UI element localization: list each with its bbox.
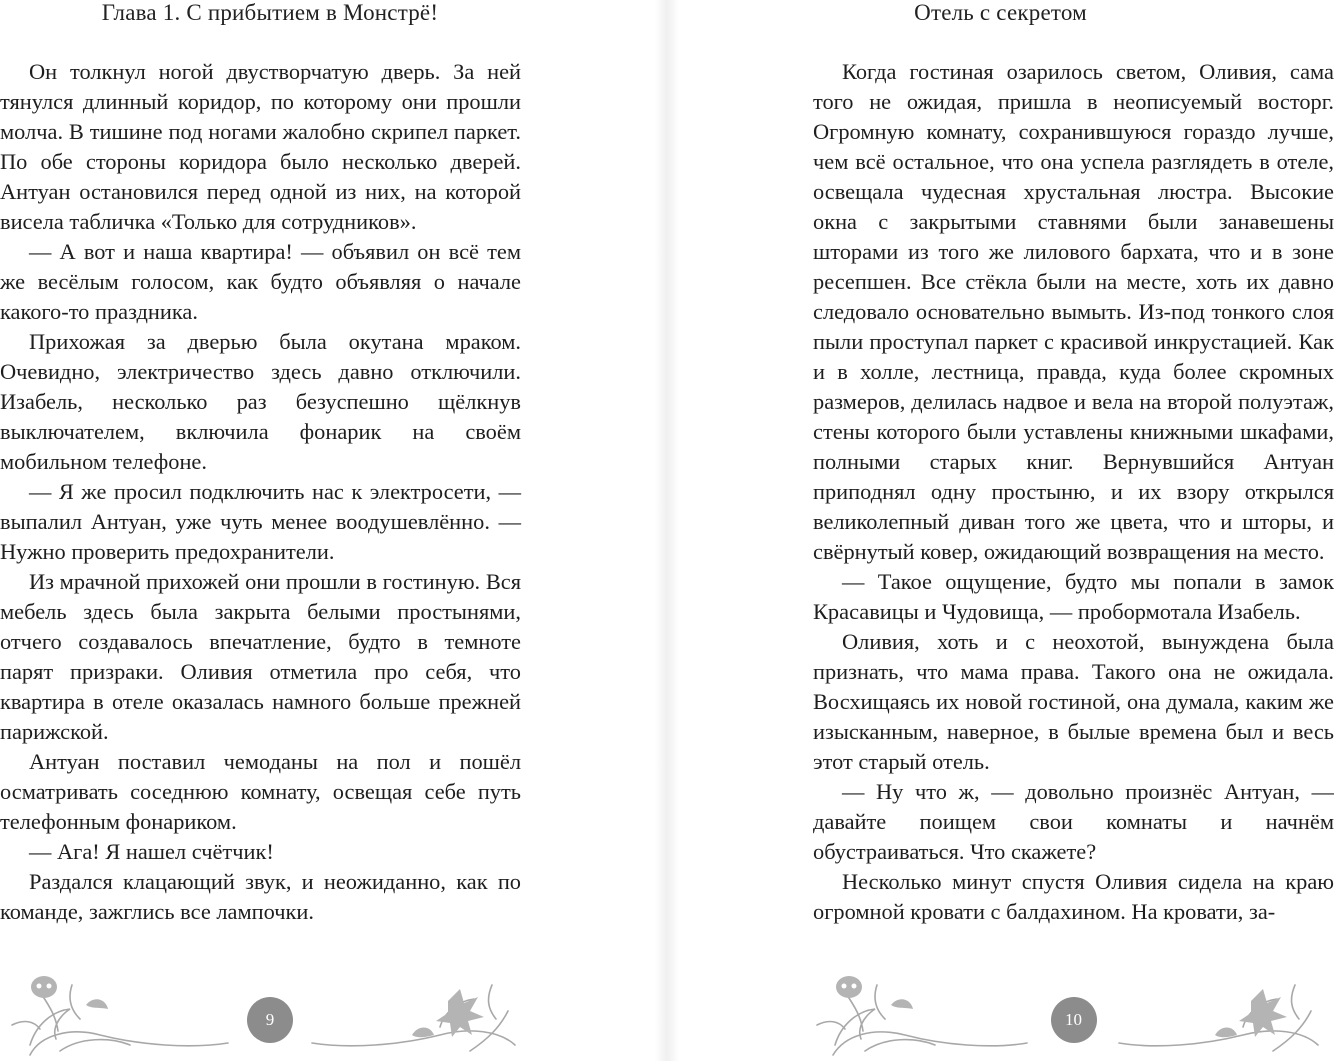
running-head-right: Отель с секретом xyxy=(914,0,1087,25)
paragraph: Раздался клацающий звук, и неожиданно, как по команде, зажглись все лампочки. xyxy=(0,869,521,924)
paragraph: Прихожая за дверью была окутана мраком. Очевидно, электричество здесь давно отключили. Изабель, несколько раз безуспешно щёлкнув выключателем, включила фонарик на своём мобильном телефоне. xyxy=(0,329,521,474)
right-page-text xyxy=(813,57,1334,927)
paragraph: — Я же просил подключить нас к электросети, — выпалил Антуан, уже чуть менее воодушевлённо. — Нужно проверить предохранители. xyxy=(0,479,521,564)
paragraph: Из мрачной прихожей они прошли в гостиную. Вся мебель здесь была закрыта белыми простынями, отчего создавалось впечатление, будто в темноте парят призраки. Оливия отметила про себя, что квартира в отеле оказалась намного больше прежней парижской. xyxy=(0,569,521,744)
paragraph: — Такое ощущение, будто мы попали в замок Красавицы и Чудовища, — пробормотала Изабель. xyxy=(813,569,1334,624)
page-number: 10 xyxy=(1051,997,1097,1043)
paragraph: Он толкнул ногой двустворчатую дверь. За ней тянулся длинный коридор, по которому они прошли молча. В тишине под ногами жалобно скрипел паркет. По обе стороны коридора было несколько дверей. Антуан остановился перед одной из них, на которой висела табличка «Только для сотрудников». xyxy=(0,59,521,234)
paragraph: Антуан поставил чемоданы на пол и пошёл осматривать соседнюю комнату, освещая себе путь телефонным фонариком. xyxy=(0,749,521,834)
page-number: 9 xyxy=(247,997,293,1043)
paragraph: — Ага! Я нашел счётчик! xyxy=(29,839,274,864)
paragraph: Оливия, хоть и с неохотой, вынуждена была признать, что мама права. Такого она не ожидала. Восхищаясь их новой гостиной, она думала, каким же изысканным, наверное, в былые времена был и весь этот старый отель. xyxy=(813,629,1334,774)
running-head-left: Глава 1. С прибытием в Монстрё! xyxy=(101,0,439,25)
left-page-text xyxy=(0,57,521,927)
footer-ornament-left xyxy=(0,965,540,1061)
paragraph: Несколько минут спустя Оливия сидела на краю огромной кровати с балдахином. На кровати, за- xyxy=(813,869,1334,924)
paragraph: — А вот и наша квартира! — объявил он всё тем же весёлым голосом, как будто объявляя о начале какого-то праздника. xyxy=(0,239,521,324)
right-page xyxy=(667,0,1334,1061)
footer-ornament-right xyxy=(813,965,1334,1061)
paragraph: Когда гостиная озарилось светом, Оливия, сама того не ожидая, пришла в неописуемый восторг. Огромную комнату, сохранившуюся гораздо лучше, чем всё остальное, что она успела разглядеть в отеле, освещала чудесная хрустальная люстра. Высокие окна с закрытыми ставнями были занавешены шторами из того же лилового бархата, что и в зоне ресепшен. Все стёкла были на месте, хоть их давно следовало основательно вымыть. Из-под тонкого слоя пыли проступал паркет с красивой инкрустацией. Как и в холле, лестница, правда, куда более скромных размеров, делилась надвое и вела на второй полуэтаж, стены которого были уставлены книжными шкафами, полными старых книг. Вернувшийся Антуан приподнял одну простыню, и их взору открылся великолепный диван того же цвета, что и шторы, и свёрнутый ковер, ожидающий возвращения на место. xyxy=(813,59,1334,564)
paragraph: — Ну что ж, — довольно произнёс Антуан, — давайте поищем свои комнаты и начнём обустраиваться. Что скажете? xyxy=(813,779,1334,864)
